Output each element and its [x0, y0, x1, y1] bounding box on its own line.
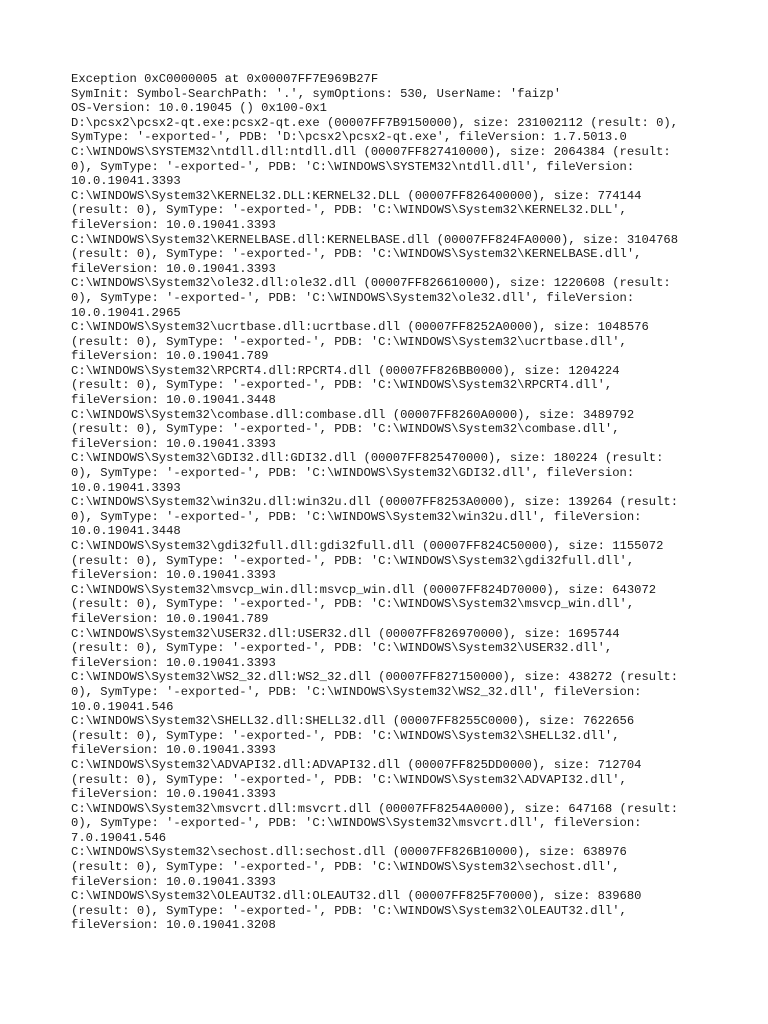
log-line: C:\WINDOWS\System32\RPCRT4.dll:RPCRT4.dll (00007FF826BB0000), size: 1204224: [71, 363, 620, 378]
log-line: C:\WINDOWS\System32\SHELL32.dll:SHELL32.dll (00007FF8255C0000), size: 7622656: [71, 714, 635, 729]
log-line: SymInit: Symbol-SearchPath: '.', symOptions: 530, UserName: 'faizp': [71, 86, 562, 101]
log-line: fileVersion: 10.0.19041.3393: [71, 436, 276, 451]
log-line: fileVersion: 10.0.19041.789: [71, 349, 269, 364]
log-line: fileVersion: 10.0.19041.3393: [71, 261, 276, 276]
log-line: 10.0.19041.2965: [71, 305, 181, 320]
log-line: C:\WINDOWS\SYSTEM32\ntdll.dll:ntdll.dll (00007FF827410000), size: 2064384 (result:: [71, 144, 671, 159]
log-line: C:\WINDOWS\System32\KERNELBASE.dll:KERNELBASE.dll (00007FF824FA0000), size: 3104768: [71, 232, 679, 247]
log-line: fileVersion: 10.0.19041.789: [71, 611, 269, 626]
log-line: 7.0.19041.546: [71, 830, 167, 845]
log-line: 10.0.19041.3393: [71, 480, 181, 495]
log-line: fileVersion: 10.0.19041.3208: [71, 918, 276, 933]
log-line: fileVersion: 10.0.19041.3393: [71, 655, 276, 670]
log-line: C:\WINDOWS\System32\msvcrt.dll:msvcrt.dll (00007FF8254A0000), size: 647168 (result:: [71, 801, 679, 816]
log-line: fileVersion: 10.0.19041.3448: [71, 393, 276, 408]
log-line: 0), SymType: '-exported-', PDB: 'C:\WINDOWS\System32\WS2_32.dll', fileVersion:: [71, 684, 642, 699]
log-line: (result: 0), SymType: '-exported-', PDB: 'C:\WINDOWS\System32\sechost.dll',: [71, 860, 620, 875]
log-line: (result: 0), SymType: '-exported-', PDB: 'C:\WINDOWS\System32\SHELL32.dll',: [71, 728, 620, 743]
log-line: fileVersion: 10.0.19041.3393: [71, 568, 276, 583]
log-line: (result: 0), SymType: '-exported-', PDB: 'C:\WINDOWS\System32\ucrtbase.dll',: [71, 334, 627, 349]
log-line: 10.0.19041.3448: [71, 524, 181, 539]
log-line: fileVersion: 10.0.19041.3393: [71, 743, 276, 758]
log-line: D:\pcsx2\pcsx2-qt.exe:pcsx2-qt.exe (00007FF7B9150000), size: 231002112 (result: 0),: [71, 115, 679, 130]
log-line: (result: 0), SymType: '-exported-', PDB: 'C:\WINDOWS\System32\USER32.dll',: [71, 641, 613, 656]
log-line: C:\WINDOWS\System32\KERNEL32.DLL:KERNEL32.DLL (00007FF826400000), size: 774144: [71, 188, 642, 203]
log-line: 0), SymType: '-exported-', PDB: 'C:\WINDOWS\System32\GDI32.dll', fileVersion:: [71, 466, 635, 481]
log-line: C:\WINDOWS\System32\ole32.dll:ole32.dll (00007FF826610000), size: 1220608 (result:: [71, 276, 671, 291]
log-line: OS-Version: 10.0.19045 () 0x100-0x1: [71, 101, 327, 116]
log-line: C:\WINDOWS\System32\ADVAPI32.dll:ADVAPI32.dll (00007FF825DD0000), size: 712704: [71, 757, 642, 772]
log-line: C:\WINDOWS\System32\GDI32.dll:GDI32.dll (00007FF825470000), size: 180224 (result:: [71, 451, 664, 466]
log-line: fileVersion: 10.0.19041.3393: [71, 217, 276, 232]
log-line: C:\WINDOWS\System32\gdi32full.dll:gdi32full.dll (00007FF824C50000), size: 1155072: [71, 539, 664, 553]
log-line: 0), SymType: '-exported-', PDB: 'C:\WINDOWS\SYSTEM32\ntdll.dll', fileVersion:: [71, 159, 635, 174]
log-line: (result: 0), SymType: '-exported-', PDB: 'C:\WINDOWS\System32\RPCRT4.dll',: [71, 378, 613, 393]
log-line: SymType: '-exported-', PDB: 'D:\pcsx2\pcsx2-qt.exe', fileVersion: 1.7.5013.0: [71, 130, 627, 145]
log-line: 0), SymType: '-exported-', PDB: 'C:\WINDOWS\System32\win32u.dll', fileVersion:: [71, 509, 642, 524]
log-line: (result: 0), SymType: '-exported-', PDB: 'C:\WINDOWS\System32\ADVAPI32.dll',: [71, 772, 627, 787]
log-line: (result: 0), SymType: '-exported-', PDB: 'C:\WINDOWS\System32\KERNELBASE.dll',: [71, 247, 642, 262]
log-line: C:\WINDOWS\System32\win32u.dll:win32u.dll (00007FF8253A0000), size: 139264 (result:: [71, 495, 679, 510]
log-line: (result: 0), SymType: '-exported-', PDB: 'C:\WINDOWS\System32\gdi32full.dll',: [71, 553, 635, 568]
log-line: 0), SymType: '-exported-', PDB: 'C:\WINDOWS\System32\msvcrt.dll', fileVersion:: [71, 816, 642, 831]
log-line: C:\WINDOWS\System32\OLEAUT32.dll:OLEAUT32.dll (00007FF825F70000), size: 839680: [71, 889, 642, 904]
log-line: C:\WINDOWS\System32\sechost.dll:sechost.dll (00007FF826B10000), size: 638976: [71, 845, 627, 860]
log-line: C:\WINDOWS\System32\USER32.dll:USER32.dll (00007FF826970000), size: 1695744: [71, 626, 620, 641]
log-line: 10.0.19041.546: [71, 699, 174, 714]
log-line: C:\WINDOWS\System32\WS2_32.dll:WS2_32.dll (00007FF827150000), size: 438272 (result:: [71, 670, 679, 685]
log-line: 10.0.19041.3393: [71, 174, 181, 189]
log-line: (result: 0), SymType: '-exported-', PDB: 'C:\WINDOWS\System32\msvcp_win.dll',: [71, 597, 635, 612]
log-line: fileVersion: 10.0.19041.3393: [71, 874, 276, 889]
log-line: (result: 0), SymType: '-exported-', PDB: 'C:\WINDOWS\System32\KERNEL32.DLL',: [71, 203, 627, 218]
log-line: C:\WINDOWS\System32\msvcp_win.dll:msvcp_win.dll (00007FF824D70000), size: 643072: [71, 582, 657, 597]
log-line: fileVersion: 10.0.19041.3393: [71, 787, 276, 802]
crash-log-text: [71, 72, 711, 933]
log-line: Exception 0xC0000005 at 0x00007FF7E969B27F: [71, 72, 379, 86]
log-line: 0), SymType: '-exported-', PDB: 'C:\WINDOWS\System32\ole32.dll', fileVersion:: [71, 290, 635, 305]
log-line: C:\WINDOWS\System32\ucrtbase.dll:ucrtbase.dll (00007FF8252A0000), size: 1048576: [71, 320, 649, 335]
log-line: (result: 0), SymType: '-exported-', PDB: 'C:\WINDOWS\System32\combase.dll',: [71, 422, 620, 437]
log-line: (result: 0), SymType: '-exported-', PDB: 'C:\WINDOWS\System32\OLEAUT32.dll',: [71, 903, 627, 918]
log-line: C:\WINDOWS\System32\combase.dll:combase.dll (00007FF8260A0000), size: 3489792: [71, 407, 635, 422]
